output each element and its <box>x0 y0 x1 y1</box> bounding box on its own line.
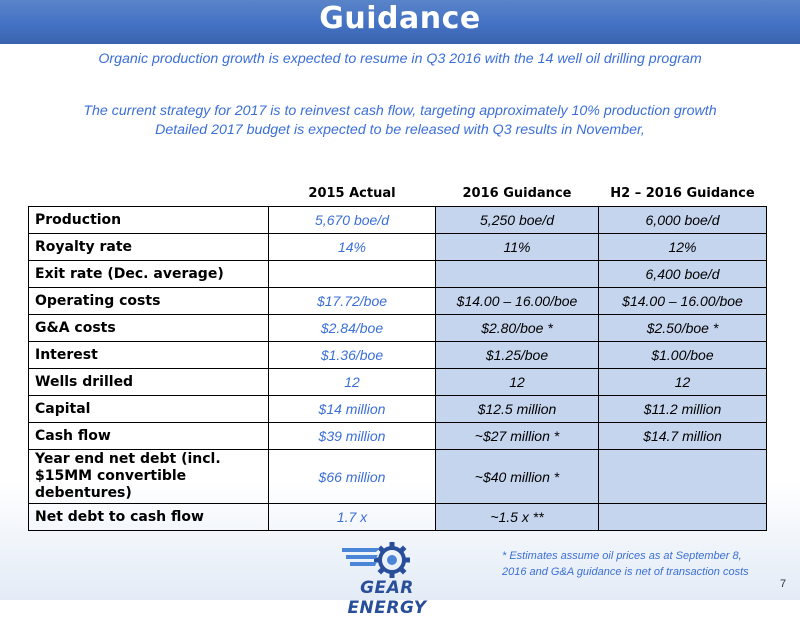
intro-text-strategy-2017: The current strategy for 2017 is to reinvest cash flow, targeting approximately 10% production growth <box>83 103 717 119</box>
cell-2015-actual: $14 million <box>269 396 436 423</box>
cell-h2-2016-guidance: $1.00/boe <box>599 342 767 369</box>
cell-2016-guidance: $1.25/boe <box>436 342 599 369</box>
cell-2016-guidance: 11% <box>436 234 599 261</box>
table-row <box>29 369 767 396</box>
intro-text-budget-release: Detailed 2017 budget is expected to be released with Q3 results in November, <box>155 122 645 138</box>
header-2016-guidance: 2016 Guidance <box>462 185 572 201</box>
cell-2016-guidance: ~1.5 x ** <box>436 504 599 531</box>
row-label: Wells drilled <box>29 369 269 396</box>
cell-2015-actual: 5,670 boe/d <box>269 207 436 234</box>
header-h2-2016-guidance: H2 – 2016 Guidance <box>610 185 755 201</box>
cell-h2-2016-guidance: $2.50/boe * <box>599 315 767 342</box>
cell-2015-actual: $66 million <box>269 450 436 504</box>
gear-icon <box>322 540 452 580</box>
table-row <box>29 450 767 504</box>
footnote <box>502 548 792 580</box>
table-row <box>29 423 767 450</box>
cell-2015-actual: 1.7 x <box>269 504 436 531</box>
cell-h2-2016-guidance: $14.7 million <box>599 423 767 450</box>
cell-2016-guidance: $12.5 million <box>436 396 599 423</box>
cell-h2-2016-guidance: $14.00 – 16.00/boe <box>599 288 767 315</box>
row-label: Royalty rate <box>29 234 269 261</box>
row-label: Exit rate (Dec. average) <box>29 261 269 288</box>
slide-title: Guidance <box>319 1 481 36</box>
cell-2016-guidance: ~$40 million * <box>436 450 599 504</box>
row-label: Interest <box>29 342 269 369</box>
footnote-line-1: * Estimates assume oil prices as at September 8, <box>502 550 742 562</box>
cell-2015-actual: 12 <box>269 369 436 396</box>
cell-h2-2016-guidance: 6,400 boe/d <box>599 261 767 288</box>
row-label: Operating costs <box>29 288 269 315</box>
table-row <box>29 342 767 369</box>
cell-2015-actual: 14% <box>269 234 436 261</box>
cell-2016-guidance: $2.80/boe * <box>436 315 599 342</box>
cell-2015-actual: $1.36/boe <box>269 342 436 369</box>
cell-2015-actual <box>269 261 436 288</box>
intro-text-organic-growth: Organic production growth is expected to resume in Q3 2016 with the 14 well oil drilling program <box>98 51 702 67</box>
table-row <box>29 396 767 423</box>
cell-h2-2016-guidance: 6,000 boe/d <box>599 207 767 234</box>
table-row <box>29 261 767 288</box>
header-2015-actual: 2015 Actual <box>308 185 396 201</box>
cell-2016-guidance: 5,250 boe/d <box>436 207 599 234</box>
row-label: Production <box>29 207 269 234</box>
cell-2015-actual: $17.72/boe <box>269 288 436 315</box>
cell-h2-2016-guidance <box>599 504 767 531</box>
row-label: Year end net debt (incl. $15MM convertible debentures) <box>29 450 269 504</box>
cell-h2-2016-guidance <box>599 450 767 504</box>
table-row <box>29 288 767 315</box>
row-label: Cash flow <box>29 423 269 450</box>
header-blank <box>29 180 269 207</box>
table-row <box>29 234 767 261</box>
cell-h2-2016-guidance: 12 <box>599 369 767 396</box>
gear-energy-logo <box>322 540 452 618</box>
cell-2015-actual: $2.84/boe <box>269 315 436 342</box>
row-label: Capital <box>29 396 269 423</box>
cell-h2-2016-guidance: $11.2 million <box>599 396 767 423</box>
row-label: Net debt to cash flow <box>29 504 269 531</box>
footnote-line-2: 2016 and G&A guidance is net of transaction costs <box>502 566 749 578</box>
page-number: 7 <box>780 578 787 590</box>
cell-2016-guidance: 12 <box>436 369 599 396</box>
cell-2015-actual: $39 million <box>269 423 436 450</box>
table-header-row <box>29 180 767 207</box>
logo-wordmark: GEAR ENERGY <box>347 578 427 618</box>
cell-2016-guidance: ~$27 million * <box>436 423 599 450</box>
row-label: G&A costs <box>29 315 269 342</box>
cell-2016-guidance <box>436 261 599 288</box>
title-banner <box>0 0 800 44</box>
table-row <box>29 315 767 342</box>
table-row <box>29 207 767 234</box>
cell-h2-2016-guidance: 12% <box>599 234 767 261</box>
guidance-table <box>28 180 767 531</box>
table-row <box>29 504 767 531</box>
cell-2016-guidance: $14.00 – 16.00/boe <box>436 288 599 315</box>
table-body <box>29 207 767 531</box>
